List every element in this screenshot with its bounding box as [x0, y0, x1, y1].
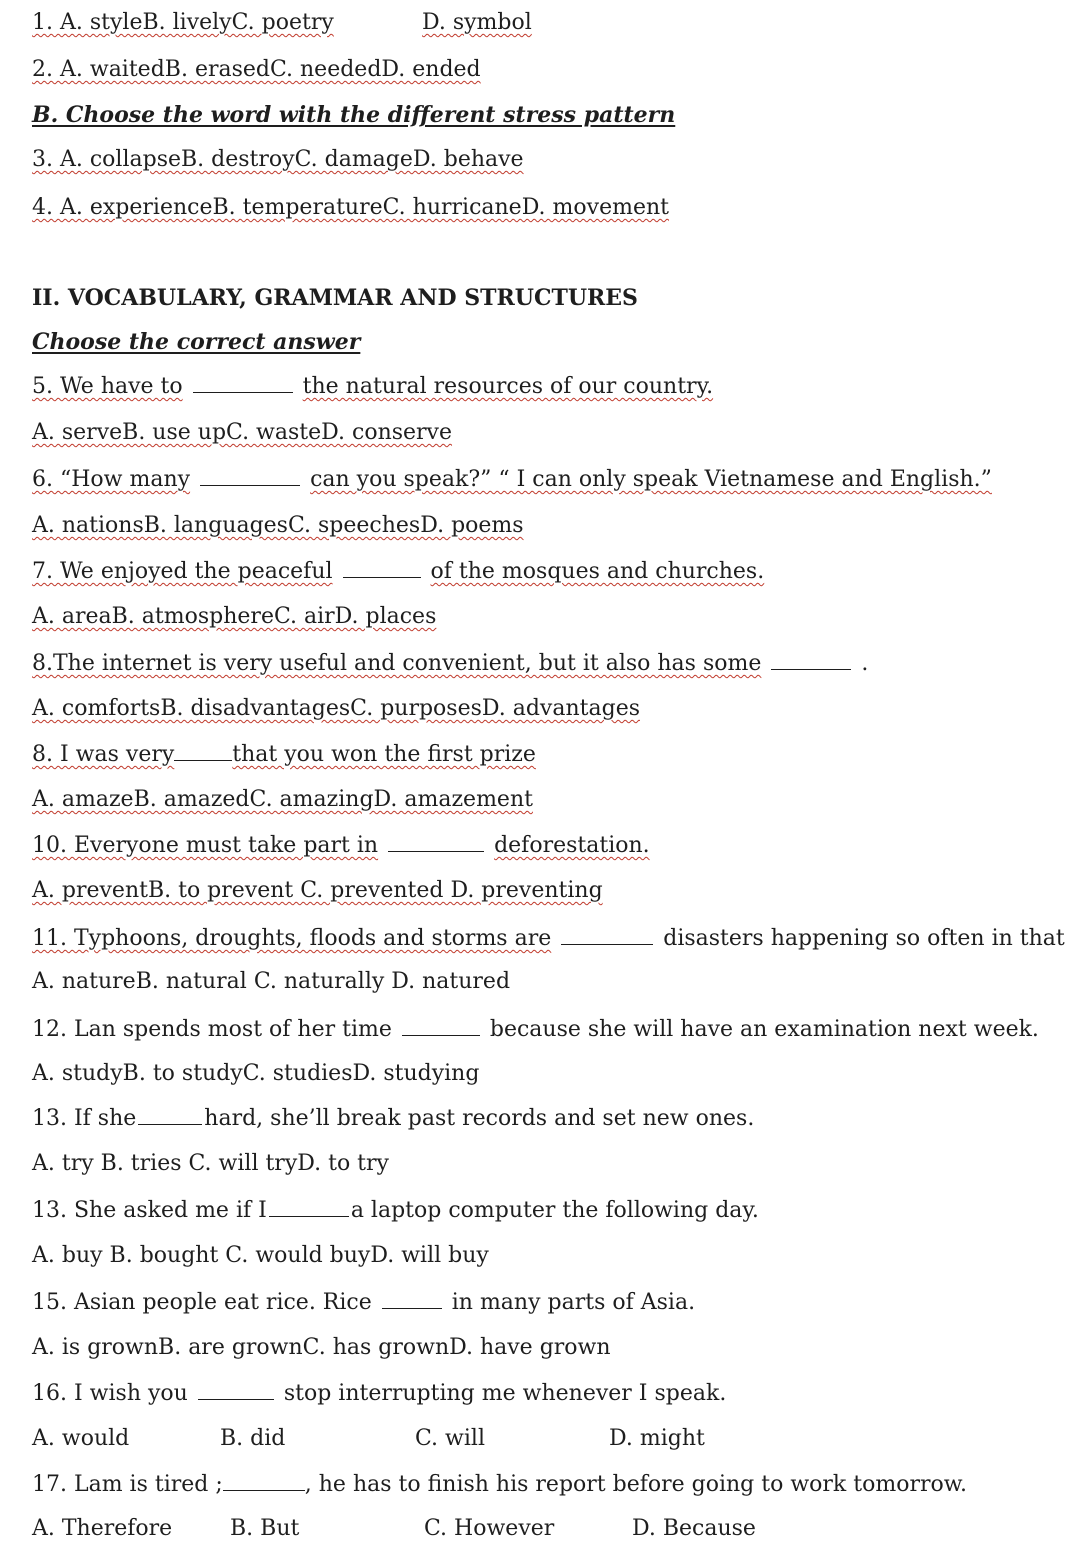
q12-text-start: 12. Lan spends most of her time: [32, 1017, 392, 1042]
question-10: [32, 831, 650, 861]
q7-text-start: 7. We enjoyed the peaceful: [32, 559, 333, 584]
choose-correct-title: Choose the correct answer: [32, 329, 361, 355]
q4-options: 4. A. experienceB. temperatureC. hurricaneD. movement: [32, 195, 669, 220]
a17-option-d[interactable]: D. Because: [632, 1516, 756, 1541]
q14-blank[interactable]: [269, 1198, 349, 1217]
answer-15: [32, 1333, 611, 1363]
q7-text-end: of the mosques and churches.: [430, 559, 765, 584]
answer-9: [32, 785, 533, 815]
q5-text-start: 5. We have to: [32, 374, 183, 399]
q9-text-start: 8. I was very: [32, 742, 175, 767]
question-7: [32, 557, 764, 587]
q10-text-start: 10. Everyone must take part in: [32, 833, 379, 858]
choose-correct-heading: [32, 327, 360, 358]
q16-text-end: stop interrupting me whenever I speak.: [283, 1381, 727, 1406]
q11-blank[interactable]: [561, 926, 653, 945]
q16-blank[interactable]: [198, 1381, 274, 1400]
q3-options: 3. A. collapseB. destroyC. damageD. behave: [32, 147, 524, 172]
q16-text-start: 16. I wish you: [32, 1381, 188, 1406]
question-1-options: [32, 8, 532, 38]
q13-text-end: hard, she’ll break past records and set new ones.: [204, 1106, 755, 1131]
answer-14: [32, 1241, 489, 1271]
q15-text-end: in many parts of Asia.: [451, 1290, 696, 1315]
answer-5: [32, 418, 452, 448]
a16-option-c[interactable]: C. will: [415, 1426, 485, 1451]
a16-option-d[interactable]: D. might: [609, 1426, 705, 1451]
a15-options: A. is grownB. are grownC. has grownD. have grown: [32, 1335, 611, 1360]
question-14: [32, 1196, 759, 1226]
question-13: [32, 1104, 754, 1134]
question-15: [32, 1288, 695, 1318]
q1-option-d: D. symbol: [422, 10, 532, 35]
q9-text-end: that you won the first prize: [232, 742, 536, 767]
q11-text-end: disasters happening so often in that: [663, 926, 1065, 951]
answer-11: [32, 967, 510, 997]
q17-text-start: 17. Lam is tired ;: [32, 1472, 223, 1497]
question-16: [32, 1379, 726, 1409]
q13-blank[interactable]: [138, 1106, 202, 1125]
answer-12: [32, 1059, 479, 1089]
a5-options: A. serveB. use upC. wasteD. conserve: [32, 420, 453, 445]
q13-text-start: 13. If she: [32, 1106, 137, 1131]
question-11: [32, 924, 1065, 954]
question-2-options: [32, 55, 481, 85]
q8-text-start: 8.The internet is very useful and convenient, but it also has some: [32, 651, 762, 676]
q8-text-end: .: [861, 651, 869, 676]
question-9: [32, 740, 536, 770]
a14-options: A. buy B. bought C. would buyD. will buy: [32, 1243, 489, 1268]
q5-text-end: the natural resources of our country.: [302, 374, 714, 399]
q14-text-start: 13. She asked me if I: [32, 1198, 267, 1223]
a17-option-c[interactable]: C. However: [424, 1516, 555, 1541]
q11-text-start: 11. Typhoons, droughts, floods and storms are: [32, 926, 552, 951]
question-6: [32, 465, 992, 495]
q7-blank[interactable]: [343, 559, 421, 578]
section-2-title: II. VOCABULARY, GRAMMAR AND STRUCTURES: [32, 285, 638, 311]
q9-blank[interactable]: [174, 742, 232, 761]
question-4-options: [32, 193, 669, 223]
a11-options: A. natureB. natural C. naturally D. natured: [32, 969, 511, 994]
question-8: [32, 649, 868, 679]
section-b-heading: [32, 100, 675, 131]
a17-option-b[interactable]: B. But: [230, 1516, 300, 1541]
question-12: [32, 1015, 1039, 1045]
a13-options: A. try B. tries C. will tryD. to try: [32, 1151, 389, 1176]
question-3-options: [32, 145, 524, 175]
question-17: [32, 1470, 967, 1500]
q10-blank[interactable]: [388, 833, 484, 852]
a6-options: A. nationsB. languagesC. speechesD. poems: [32, 513, 524, 538]
q6-text-start: 6. “How many: [32, 467, 191, 492]
q2-options: 2. A. waitedB. erasedC. neededD. ended: [32, 57, 481, 82]
a16-option-a[interactable]: A. would: [32, 1426, 130, 1451]
q12-blank[interactable]: [402, 1017, 480, 1036]
q1-options-a-c: 1. A. styleB. livelyC. poetry: [32, 10, 334, 35]
section-2-heading: [32, 283, 638, 314]
q8-blank[interactable]: [771, 651, 851, 670]
a9-options: A. amazeB. amazedC. amazingD. amazement: [32, 787, 533, 812]
question-5: [32, 372, 713, 402]
q5-blank[interactable]: [193, 374, 293, 393]
answer-10: [32, 876, 603, 906]
q10-text-end: deforestation.: [494, 833, 650, 858]
q6-blank[interactable]: [200, 467, 300, 486]
q15-blank[interactable]: [382, 1290, 442, 1309]
q14-text-end: a laptop computer the following day.: [350, 1198, 759, 1223]
q6-text-end: can you speak?” “ I can only speak Vietnamese and English.”: [310, 467, 992, 492]
q17-text-end: , he has to finish his report before going to work tomorrow.: [304, 1472, 967, 1497]
answer-8: [32, 694, 640, 724]
answer-7: [32, 602, 436, 632]
a7-options: A. areaB. atmosphereC. airD. places: [32, 604, 437, 629]
a16-option-b[interactable]: B. did: [220, 1426, 286, 1451]
a8-options: A. comfortsB. disadvantagesC. purposesD. advantages: [32, 696, 640, 721]
q17-blank[interactable]: [223, 1472, 305, 1491]
answer-13: [32, 1149, 389, 1179]
a12-options: A. studyB. to studyC. studiesD. studying: [32, 1061, 480, 1086]
q15-text-start: 15. Asian people eat rice. Rice: [32, 1290, 372, 1315]
answer-6: [32, 511, 524, 541]
a17-option-a[interactable]: A. Therefore: [32, 1516, 173, 1541]
a10-options: A. preventB. to prevent C. prevented D. preventing: [32, 878, 603, 903]
section-b-title: B. Choose the word with the different stress pattern: [32, 102, 676, 128]
q12-text-end: because she will have an examination next week.: [489, 1017, 1039, 1042]
